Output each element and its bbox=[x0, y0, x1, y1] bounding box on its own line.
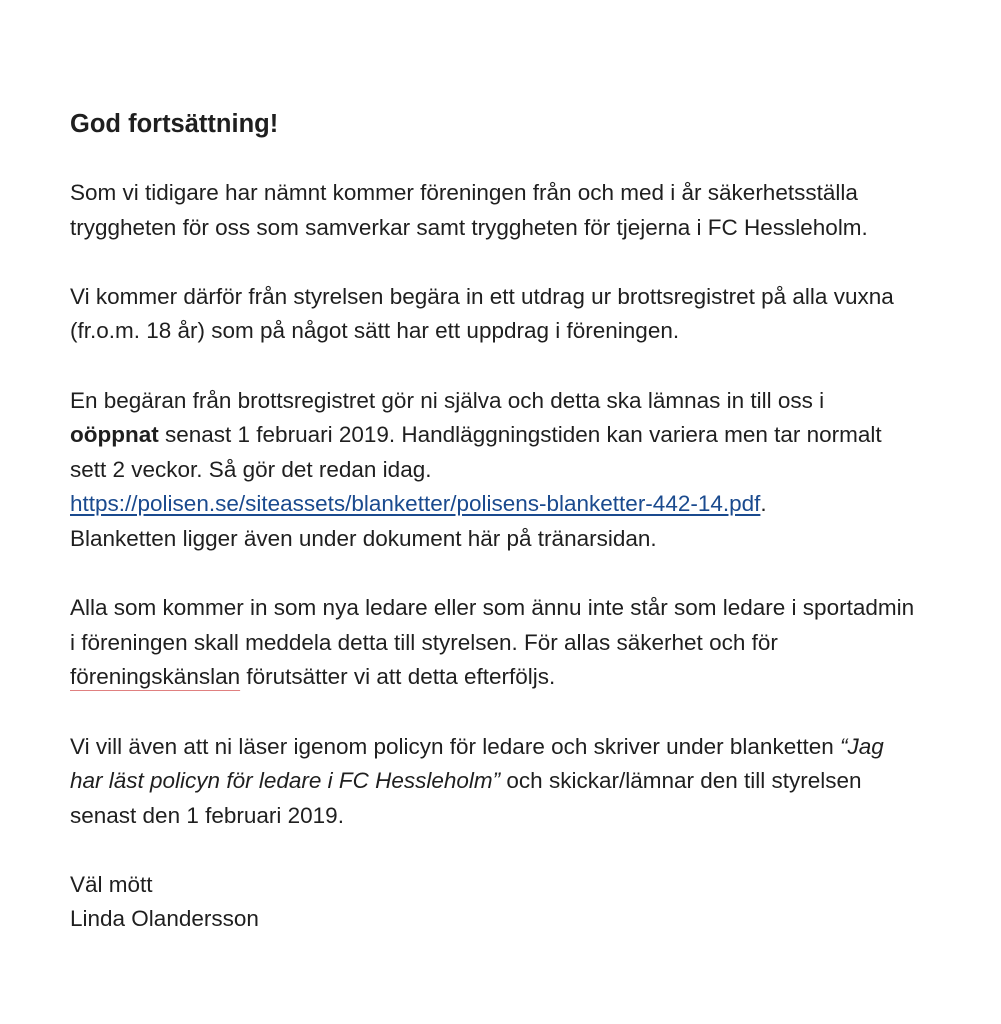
inline-text: senast 1 februari 2019. Handläggningstiden kan variera men tar normalt bbox=[158, 422, 882, 448]
inline-text: förutsätter vi att detta efterföljs. bbox=[240, 664, 556, 690]
paragraph-line: tryggheten för oss som samverkar samt tryggheten för tjejerna i FC Hessleholm. bbox=[70, 214, 868, 240]
signature-name: Linda Olandersson bbox=[70, 906, 259, 932]
spellcheck-flagged-word: föreningskänslan bbox=[70, 664, 241, 690]
paragraph-line: Blanketten ligger även under dokument här på tränarsidan. bbox=[70, 525, 657, 551]
police-form-link[interactable]: https://polisen.se/siteassets/blanketter/polisens-blanketter-442-14.pdf bbox=[70, 491, 761, 517]
paragraph-line: Som vi tidigare har nämnt kommer föreningen från och med i år säkerhetsställa bbox=[70, 180, 858, 205]
paragraph-line: Alla som kommer in som nya ledare eller som ännu inte står som ledare i sportadmin bbox=[70, 595, 915, 621]
inline-text: och skickar/lämnar den till styrelsen bbox=[500, 768, 862, 794]
bold-text-unopened: oöppnat bbox=[70, 422, 159, 448]
inline-text: Vi vill även att ni läser igenom policyn för ledare och skriver under blanketten bbox=[70, 733, 840, 759]
italic-quote-end: har läst policyn för ledare i FC Hessleholm” bbox=[70, 768, 501, 794]
paragraph-line: i föreningen skall meddela detta till styrelsen. För allas säkerhet och för bbox=[70, 629, 778, 655]
inline-text: . bbox=[760, 491, 767, 517]
document-body bbox=[70, 106, 1001, 972]
paragraph-line bbox=[70, 730, 1001, 765]
paragraph-line bbox=[70, 418, 1001, 453]
paragraph-line: senast den 1 februari 2019. bbox=[70, 802, 344, 828]
closing-greeting: Väl mött bbox=[70, 871, 153, 897]
paragraph-line bbox=[70, 660, 1001, 695]
paragraph-new-leaders bbox=[70, 591, 1001, 695]
document-title: God fortsättning! bbox=[70, 110, 279, 138]
paragraph-line bbox=[70, 764, 1001, 799]
paragraph-registry-request bbox=[70, 280, 1001, 349]
paragraph-line: Vi kommer därför från styrelsen begära in ett utdrag ur brottsregistret på alla vuxna bbox=[70, 283, 894, 309]
paragraph-line: sett 2 veckor. Så gör det redan idag. bbox=[70, 456, 432, 482]
italic-quote-start: “Jag bbox=[840, 733, 884, 759]
paragraph-line: En begäran från brottsregistret gör ni själva och detta ska lämnas in till oss i bbox=[70, 387, 825, 413]
paragraph-intro bbox=[70, 176, 1001, 245]
paragraph-instructions bbox=[70, 384, 1001, 557]
closing-signature bbox=[70, 868, 1001, 937]
paragraph-policy bbox=[70, 730, 1001, 834]
paragraph-line: (fr.o.m. 18 år) som på något sätt har ett uppdrag i föreningen. bbox=[70, 318, 680, 344]
paragraph-line bbox=[70, 487, 1001, 522]
